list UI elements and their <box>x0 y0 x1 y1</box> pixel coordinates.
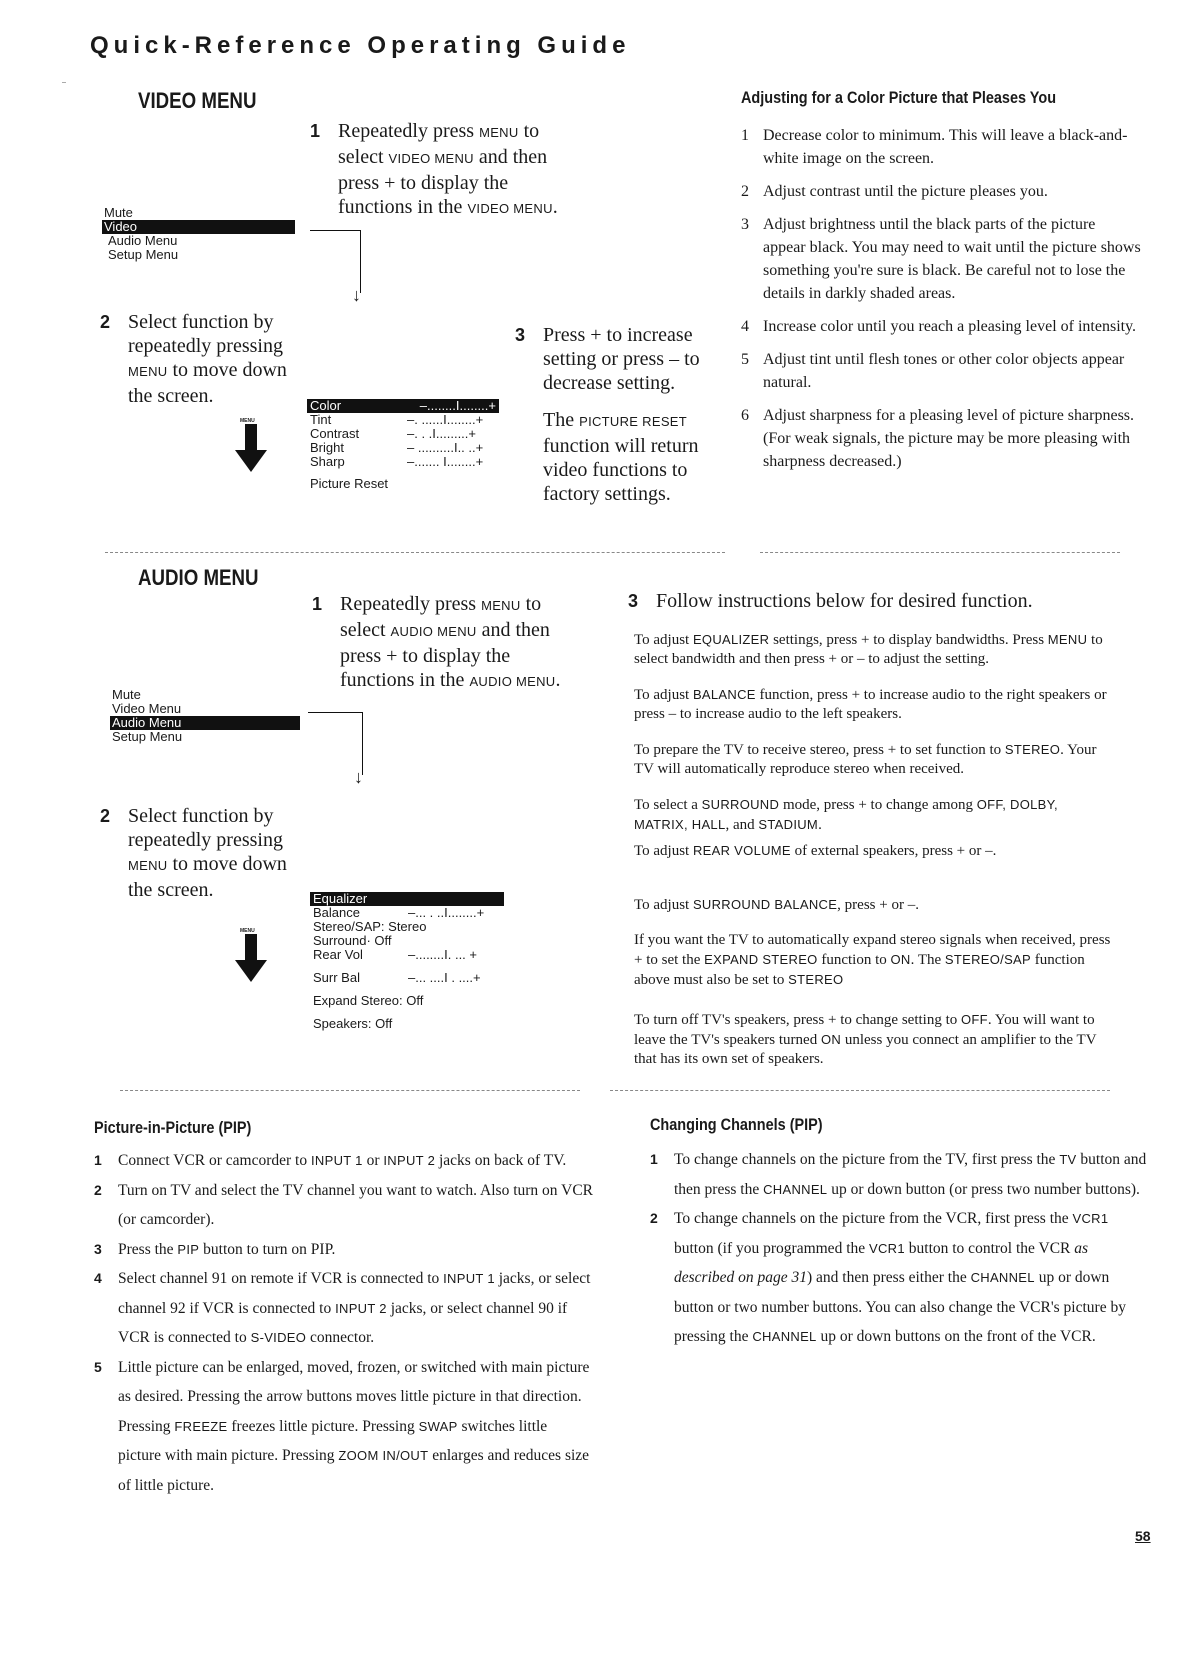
text-run: INPUT 1 <box>443 1271 495 1286</box>
audio-paragraph <box>634 931 1114 990</box>
text-run: To adjust <box>634 843 693 859</box>
text-run: function to <box>817 952 891 968</box>
text-run: To adjust <box>634 897 693 913</box>
color-step: 2 Adjust contrast until the picture pleases you. <box>741 183 1048 200</box>
menu-item-contrast[interactable]: Contrast –. . .I.........+ <box>310 426 476 441</box>
color-adjust-title: Adjusting for a Color Picture that Pleases You <box>741 88 1057 107</box>
text-run: CHANNEL <box>752 1329 817 1344</box>
menu-button-icon-label: MENU <box>240 418 255 424</box>
text-run: unless you connect an amplifier to the TV that has its own set of speakers. <box>634 1032 1097 1067</box>
audio-step-3: 3 Follow instructions below for desired function. <box>628 590 1033 612</box>
picture-reset-note: The PICTURE RESET function will return video functions to factory settings. <box>543 409 699 505</box>
text-run: jacks, or select channel 90 if VCR is connected to <box>118 1299 568 1346</box>
text-run: to select bandwidth and then press + or – to adjust the setting. <box>634 632 1103 667</box>
audio-paragraph <box>634 795 1114 835</box>
text-run: jacks, or select channel 92 if VCR is connected to <box>118 1270 591 1317</box>
list-item-number: 1 <box>94 1152 102 1168</box>
text-run: function above must also be set to <box>634 952 1085 988</box>
text-run: button and then press the <box>674 1151 1147 1198</box>
menu-item-audio-menu[interactable]: Audio Menu <box>108 233 178 248</box>
menu-item-setup-menu[interactable]: Setup Menu <box>112 729 183 744</box>
text-run: ZOOM IN/OUT <box>338 1448 429 1463</box>
menu-item-video-menu[interactable]: Video Menu <box>112 701 182 716</box>
text-run: button (if you programmed the <box>674 1239 869 1257</box>
text-run: BALANCE <box>692 687 756 702</box>
menu-item-bright[interactable]: Bright – ..........I.. ..+ <box>310 440 484 455</box>
text-run: function, press + to increase audio to the right speakers or press – to increase audio to the left speakers. <box>634 687 1107 722</box>
text-run: Little picture can be enlarged, moved, frozen, or switched with main picture as desired. Pressing the arrow buttons moves little picture in that direction. Pressing <box>118 1358 590 1435</box>
page-number: 58 <box>1135 1528 1151 1544</box>
text-run: EQUALIZER <box>692 632 770 647</box>
audio-paragraph <box>634 740 1114 779</box>
text-run: enlarges and reduces size of little picture. <box>118 1447 590 1494</box>
text-run: SURROUND BALANCE <box>692 897 838 912</box>
pip-title: Picture-in-Picture (PIP) <box>94 1118 252 1137</box>
color-step: 5 Adjust tint until flesh tones or other color objects appear natural. <box>741 351 1125 391</box>
text-run: button to control the VCR <box>904 1239 1075 1257</box>
text-run: STADIUM <box>758 817 819 832</box>
divider <box>105 552 725 553</box>
text-run: STEREO/SAP <box>944 952 1031 967</box>
list-item <box>94 1264 594 1353</box>
text-run: To change channels on the picture from the VCR, first press the <box>674 1210 1073 1227</box>
color-adjust-list <box>741 124 1141 483</box>
text-run: MENU <box>1047 632 1088 647</box>
menu-item-video-selected[interactable]: Video <box>102 220 295 234</box>
list-item <box>650 1204 1150 1352</box>
text-run: Select channel 91 on remote if VCR is connected to <box>118 1270 444 1287</box>
down-arrow-icon: ↓ <box>352 285 361 305</box>
audio-menu-title: AUDIO MENU <box>138 565 259 590</box>
audio-paragraph <box>634 895 1114 915</box>
menu-item-balance[interactable]: Balance –... . ..I........+ <box>313 905 485 920</box>
text-run: INPUT 2 <box>383 1153 436 1168</box>
text-run: Connect VCR or camcorder to <box>118 1152 311 1169</box>
text-run: INPUT 2 <box>335 1300 387 1316</box>
audio-paragraph <box>634 685 1114 724</box>
divider <box>760 552 1120 553</box>
list-item <box>94 1353 594 1501</box>
text-run: , press + or –. <box>837 897 919 913</box>
menu-item-equalizer-selected[interactable]: Equalizer <box>310 892 504 906</box>
list-item <box>94 1176 594 1235</box>
text-run: EXPAND STEREO <box>704 952 818 967</box>
text-run: SWAP <box>418 1418 458 1434</box>
text-run: as described on page 31 <box>674 1239 1089 1286</box>
menu-item-mute[interactable]: Mute <box>112 687 141 702</box>
text-run: VCR1 <box>869 1240 905 1256</box>
text-run: OFF, DOLBY, MATRIX, HALL <box>634 797 1058 832</box>
text-run: Turn on TV and select the TV channel you want to watch. Also turn on VCR (or camcorder). <box>118 1181 594 1228</box>
channels-title: Changing Channels (PIP) <box>650 1115 823 1134</box>
text-run: . Your TV will automatically reproduce stereo when received. <box>634 742 1097 777</box>
text-run: S-VIDEO <box>250 1330 307 1345</box>
divider <box>120 1090 580 1091</box>
text-run: . <box>818 817 822 833</box>
text-run: ON <box>820 1032 842 1047</box>
text-run: SURROUND <box>701 797 780 812</box>
text-run: TV <box>1059 1152 1077 1167</box>
text-run: settings, press + to display bandwidths. Press <box>769 632 1048 648</box>
menu-item-surr-bal[interactable]: Surr Bal –... ....I . ....+ <box>313 970 481 985</box>
audio-sub-menu <box>310 892 504 1031</box>
corner-mark <box>62 82 66 83</box>
text-run: STEREO <box>1004 742 1061 757</box>
menu-item-rear-vol[interactable]: Rear Vol –........I. ... + <box>313 947 477 962</box>
video-step-2: 2 Select function by repeatedly pressing MENU to move down the screen. <box>100 311 287 407</box>
list-item-number: 1 <box>650 1151 658 1167</box>
text-run: , and <box>725 817 759 833</box>
text-run: ) and then press either the <box>807 1269 971 1286</box>
text-run: To select a <box>634 797 702 813</box>
text-run: up or down button or two number buttons. You can also change the VCR's picture by pressing the <box>674 1269 1126 1345</box>
audio-flow-arrow <box>308 712 363 775</box>
text-run: switches little picture with main picture. Pressing <box>118 1417 548 1464</box>
color-step: 1 Decrease color to minimum. This will leave a black-and-white image on the screen. <box>741 127 1128 167</box>
text-run: CHANNEL <box>970 1270 1035 1285</box>
menu-item-speakers[interactable]: Speakers: Off <box>313 1016 393 1031</box>
text-run: ON <box>890 952 911 967</box>
color-step: 3 Adjust brightness until the black parts of the picture appear black. You may need to wait until the picture shows something you're sure is black. Be careful not to lose the details in darkly shaded areas. <box>741 216 1141 302</box>
menu-item-setup-menu[interactable]: Setup Menu <box>108 247 179 262</box>
video-main-menu <box>102 206 295 262</box>
audio-paragraph <box>634 630 1114 669</box>
color-step: 6 Adjust sharpness for a pleasing level of picture sharpness. (For weak signals, the picture may be more pleasing with sharpness decreased.) <box>741 407 1135 470</box>
text-run: FREEZE <box>174 1418 228 1434</box>
text-run: To prepare the TV to receive stereo, press + to set function to <box>634 742 1005 758</box>
list-item <box>94 1235 594 1265</box>
menu-item-mute[interactable]: Mute <box>104 205 133 220</box>
text-run: OFF <box>961 1012 988 1027</box>
text-run: PIP <box>177 1241 200 1257</box>
menu-item-sharp[interactable]: Sharp –....... I........+ <box>310 454 484 469</box>
menu-item-picture-reset[interactable]: Picture Reset <box>310 476 389 491</box>
text-run: To adjust <box>634 632 693 648</box>
text-run: INPUT 1 <box>311 1153 363 1168</box>
pip-list <box>94 1146 594 1500</box>
text-run: REAR VOLUME <box>692 843 791 858</box>
list-item <box>650 1145 1150 1204</box>
color-step: 4 Increase color until you reach a pleasing level of intensity. <box>741 318 1137 335</box>
menu-button-icon-label: MENU <box>240 928 255 934</box>
menu-press-arrow-icon <box>235 424 267 477</box>
text-run: STEREO <box>788 972 844 987</box>
text-run: To change channels on the picture from the TV, first press the <box>674 1151 1060 1168</box>
list-item <box>94 1146 594 1176</box>
list-item-number: 4 <box>94 1270 102 1286</box>
audio-paragraph <box>634 841 1114 861</box>
video-step-3: 3 Press + to increase setting or press – to decrease setting. <box>515 324 700 394</box>
channels-list <box>650 1145 1150 1352</box>
menu-item-color-selected[interactable]: Color –........I........+ <box>307 399 499 413</box>
list-item-number: 2 <box>94 1181 102 1198</box>
video-step-1: 1 Repeatedly press MENU to select VIDEO MENU and then press + to display the functions in the VIDEO MENU. <box>310 120 558 218</box>
text-run: Press the <box>118 1240 178 1258</box>
video-menu-title: VIDEO MENU <box>138 88 257 113</box>
text-run: To adjust <box>634 687 693 703</box>
text-run: VCR1 <box>1072 1211 1109 1226</box>
text-run: CHANNEL <box>763 1181 828 1197</box>
menu-item-stereo-sap[interactable]: Stereo/SAP: Stereo <box>313 919 427 934</box>
text-run: . You will want to leave the TV's speakers turned <box>634 1012 1095 1048</box>
list-item-number: 5 <box>94 1358 102 1375</box>
list-item-number: 2 <box>650 1210 658 1226</box>
video-sub-menu <box>307 399 499 491</box>
page-title: Quick-Reference Operating Guide <box>90 32 631 59</box>
menu-item-tint[interactable]: Tint –. ......I........+ <box>310 412 484 427</box>
text-run: connector. <box>306 1329 375 1346</box>
text-run: freezes little picture. Pressing <box>227 1417 419 1435</box>
list-item-number: 3 <box>94 1240 102 1257</box>
text-run: If you want the TV to automatically expand stereo signals when received, press + to set the <box>634 932 1111 968</box>
text-run: button to turn on PIP. <box>199 1240 336 1258</box>
text-run: jacks on back of TV. <box>435 1152 567 1169</box>
down-arrow-icon: ↓ <box>354 767 363 787</box>
text-run: of external speakers, press + or –. <box>790 843 997 859</box>
text-run: mode, press + to change among <box>779 797 977 813</box>
text-run: or <box>362 1152 384 1169</box>
text-run: up or down buttons on the front of the VCR. <box>816 1328 1096 1345</box>
audio-paragraph <box>634 1010 1114 1069</box>
text-run: up or down button (or press two number buttons). <box>827 1180 1140 1198</box>
audio-step-1: 1 Repeatedly press MENU to select AUDIO MENU and then press + to display the functions in the AUDIO MENU. <box>312 593 561 691</box>
divider <box>610 1090 1110 1091</box>
audio-instructions <box>634 630 1114 1085</box>
audio-step-2: 2 Select function by repeatedly pressing MENU to move down the screen. <box>100 805 287 901</box>
text-run: . The <box>910 952 945 968</box>
menu-item-surround[interactable]: Surround· Off <box>313 933 392 948</box>
menu-item-expand-stereo[interactable]: Expand Stereo: Off <box>313 993 424 1008</box>
text-run: To turn off TV's speakers, press + to change setting to <box>634 1012 961 1028</box>
menu-press-arrow-icon <box>235 934 267 987</box>
menu-item-audio-menu-selected[interactable]: Audio Menu <box>110 716 300 730</box>
video-flow-arrow <box>310 230 361 293</box>
audio-main-menu <box>110 688 300 744</box>
